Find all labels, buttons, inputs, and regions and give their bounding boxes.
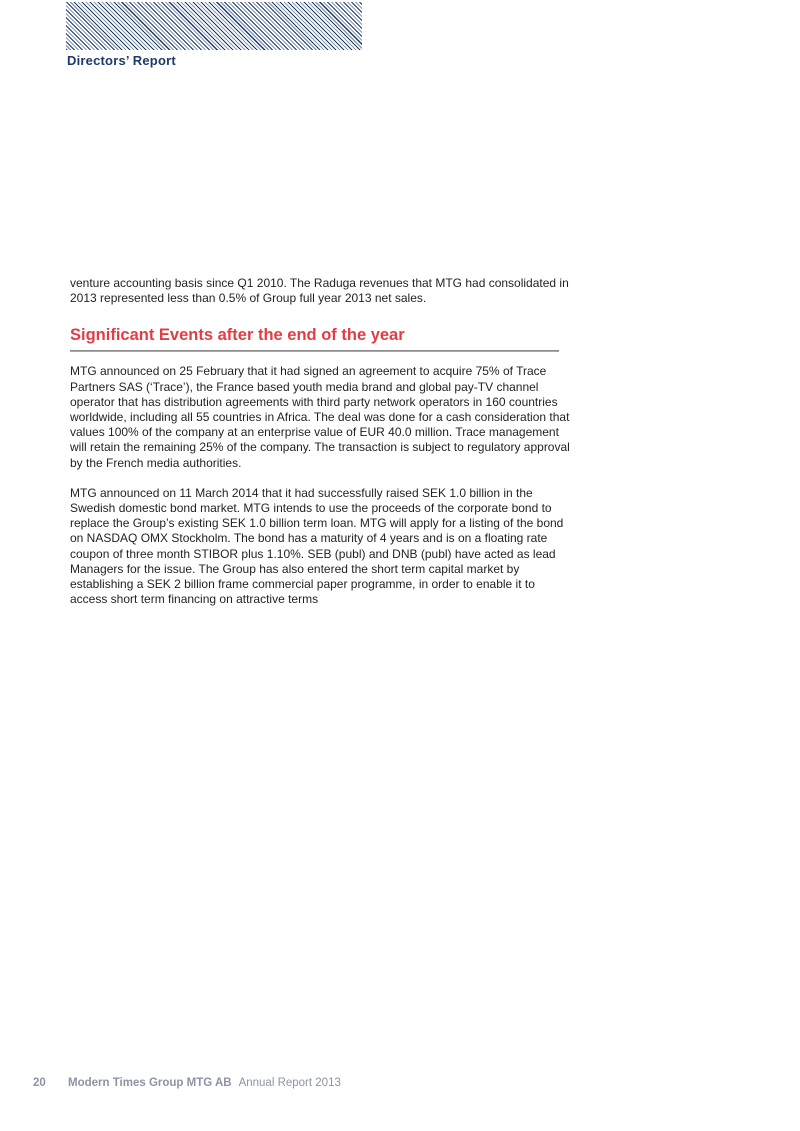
section-label: Directors’ Report [67,53,176,68]
section-heading: Significant Events after the end of the year [70,326,405,345]
page-footer [0,1077,800,1093]
paragraph-trace-acquisition: MTG announced on 25 February that it had signed an agreement to acquire 75% of Trace Partners SAS (‘Trace’), the France based youth media brand and global pay-TV channel operator that has distribution agreements with third party network operators in 160 countries worldwide, including all 55 countries in Africa. The deal was done for a cash consideration that values 100% of the company at an enterprise value of EUR 40.0 million. Trace management will retain the remaining 25% of the company. The transaction is subject to regulatory approval by the French media authorities. [70,364,570,470]
hatched-banner [66,2,362,50]
footer-report-title: Annual Report 2013 [238,1077,341,1089]
footer-company-name: Modern Times Group MTG AB [68,1077,232,1089]
intro-paragraph: venture accounting basis since Q1 2010. The Raduga revenues that MTG had consolidated in 2013 represented less than 0.5% of Group full year 2013 net sales. [70,276,569,306]
heading-rule [70,350,559,352]
content-column [70,276,575,607]
page-number: 20 [33,1077,46,1089]
footer-line [68,1077,341,1089]
paragraph-bond-issue: MTG announced on 11 March 2014 that it had successfully raised SEK 1.0 billion in the Swedish domestic bond market. MTG intends to use the proceeds of the corporate bond to replace the Group’s existing SEK 1.0 billion term loan. MTG will apply for a listing of the bond on NASDAQ OMX Stockholm. The bond has a maturity of 4 years and is on a floating rate coupon of three month STIBOR plus 1.10%. SEB (publ) and DNB (publ) have acted as lead Managers for the issue. The Group has also entered the short term capital market by establishing a SEK 2 billion frame commercial paper programme, in order to enable it to access short term financing on attractive terms [70,485,564,607]
